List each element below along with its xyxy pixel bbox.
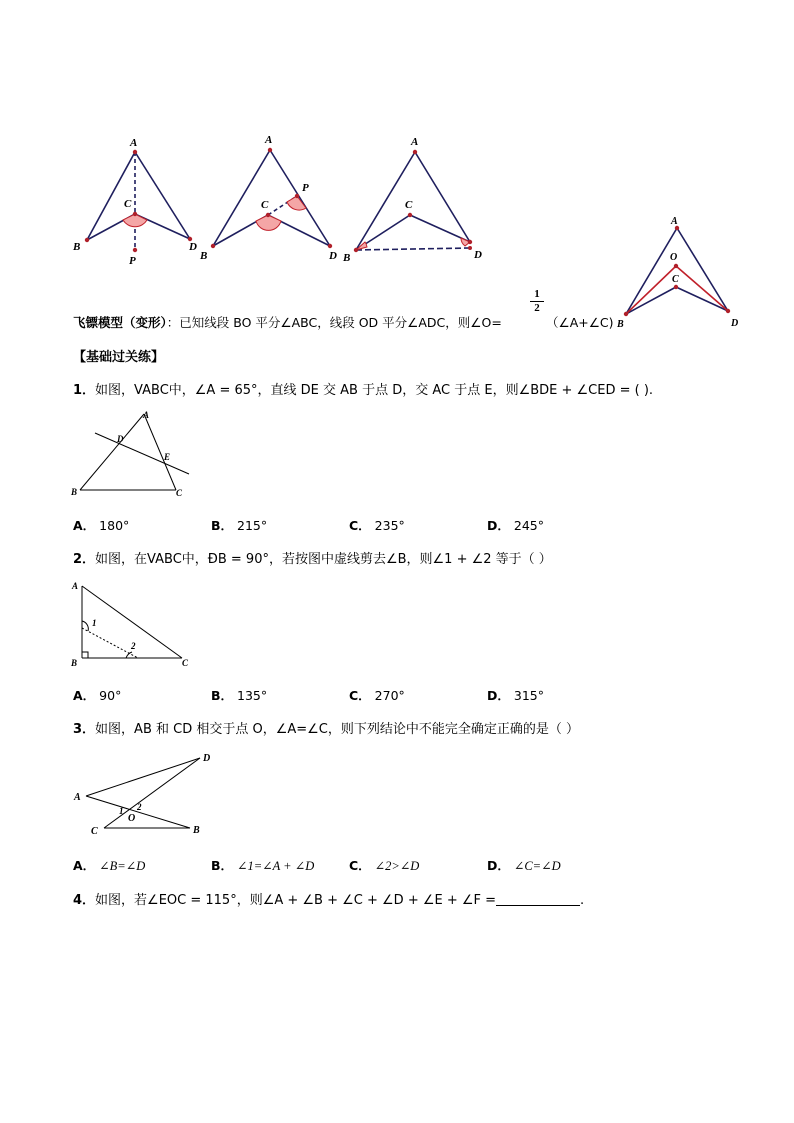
model-statement <box>73 313 502 331</box>
q2-option-a[interactable] <box>73 686 121 704</box>
label-A: A <box>671 216 678 227</box>
model-tail: （∠A+∠C) <box>546 315 614 330</box>
label-C: C <box>182 658 189 668</box>
option-key: B． <box>211 518 234 533</box>
label-C: C <box>405 199 413 211</box>
label-B: B <box>71 487 78 497</box>
q4-body: 如图，若∠EOC = 115°，则∠A + ∠B + ∠C + ∠D + ∠E + ∠F = <box>95 893 497 908</box>
dart-figure-3 <box>340 130 490 270</box>
q3-option-a[interactable] <box>73 856 145 874</box>
q1-text <box>73 379 653 398</box>
label-A: A <box>72 581 79 591</box>
option-key: D． <box>487 858 510 873</box>
q2-text <box>73 548 552 567</box>
dart-figure-4 <box>615 212 755 334</box>
label-C: C <box>176 488 183 498</box>
q2-body: 如图，在VABC中，ÐB = 90°，若按图中虚线剪去∠B，则∠1 + ∠2 等于（ ） <box>95 552 552 567</box>
label-C: C <box>91 826 98 837</box>
q1-body: 如图，VABC中，∠A = 65°，直线 DE 交 AB 于点 D，交 AC 于点 E，则∠BDE + ∠CED = ( ). <box>95 383 654 398</box>
q2-option-b[interactable] <box>211 686 267 704</box>
option-value: 270° <box>374 688 405 703</box>
q2-option-c[interactable] <box>349 686 405 704</box>
label-angle-1: 1 <box>119 806 124 816</box>
q4-answer-blank[interactable] <box>496 893 580 906</box>
q2-number: 2． <box>73 552 96 567</box>
option-value: 180° <box>99 518 130 533</box>
option-value: 235° <box>374 518 405 533</box>
q1-option-d[interactable] <box>487 516 544 534</box>
label-C: C <box>261 199 269 211</box>
model-coefficient <box>530 289 544 314</box>
q1-number: 1． <box>73 383 96 398</box>
q3-text <box>73 718 579 737</box>
label-D: D <box>203 753 211 764</box>
model-title: 飞镖模型（变形） <box>73 315 167 330</box>
option-key: A． <box>73 858 96 873</box>
section-heading: 【基础过关练】 <box>73 350 165 365</box>
q1-option-c[interactable] <box>349 516 405 534</box>
q4-text <box>73 889 584 908</box>
label-B: B <box>617 319 624 330</box>
label-B: B <box>193 825 200 836</box>
label-O: O <box>670 252 678 263</box>
option-key: D． <box>487 688 510 703</box>
label-B: B <box>343 252 351 264</box>
option-key: C． <box>349 518 371 533</box>
label-B: B <box>71 658 78 668</box>
label-A: A <box>143 410 150 420</box>
label-angle-2: 2 <box>131 641 136 651</box>
q2-option-d[interactable] <box>487 686 544 704</box>
q3-figure <box>68 746 228 838</box>
coef-numerator: 1 <box>534 288 540 300</box>
label-D: D <box>189 241 197 253</box>
option-key: D． <box>487 518 510 533</box>
q1-option-b[interactable] <box>211 516 267 534</box>
label-B: B <box>200 250 208 262</box>
option-key: B． <box>211 688 234 703</box>
q2-figure <box>68 576 198 671</box>
label-angle-2: 2 <box>137 802 142 812</box>
q1-option-a[interactable] <box>73 516 129 534</box>
dart-figure-2 <box>198 128 351 268</box>
label-D: D <box>117 434 124 444</box>
label-P: P <box>302 182 309 194</box>
option-value: ∠C=∠D <box>513 859 561 873</box>
option-value: 245° <box>513 518 544 533</box>
q4-end: . <box>580 893 585 908</box>
dart-figure-1 <box>65 132 210 272</box>
option-value: ∠B=∠D <box>99 859 146 873</box>
coef-denominator: 2 <box>534 302 540 314</box>
label-angle-1: 1 <box>92 618 97 628</box>
option-key: C． <box>349 688 371 703</box>
option-value: 90° <box>99 688 122 703</box>
label-D: D <box>474 249 482 261</box>
model-text: ：已知线段 BO 平分∠ABC，线段 OD 平分∠ADC，则∠O= <box>166 315 502 330</box>
label-A: A <box>130 137 138 149</box>
option-value: 215° <box>237 518 268 533</box>
label-O: O <box>128 813 136 824</box>
option-value: ∠1=∠A + ∠D <box>237 859 315 873</box>
option-key: A． <box>73 688 96 703</box>
option-key: C． <box>349 858 371 873</box>
q3-option-b[interactable] <box>211 856 314 874</box>
label-E: E <box>164 452 171 462</box>
option-value: 135° <box>237 688 268 703</box>
option-value: 315° <box>513 688 544 703</box>
label-D: D <box>731 318 739 329</box>
q3-option-d[interactable] <box>487 856 561 874</box>
option-key: A． <box>73 518 96 533</box>
label-P: P <box>129 255 136 267</box>
q3-option-c[interactable] <box>349 856 419 874</box>
q1-figure <box>68 406 198 501</box>
option-key: B． <box>211 858 234 873</box>
label-B: B <box>73 241 81 253</box>
label-C: C <box>672 274 679 285</box>
label-A: A <box>265 134 273 146</box>
label-A: A <box>74 792 81 803</box>
q3-body: 如图，AB 和 CD 相交于点 O，∠A=∠C，则下列结论中不能完全确定正确的是（ ） <box>95 722 580 737</box>
label-C: C <box>124 198 132 210</box>
option-value: ∠2>∠D <box>374 859 420 873</box>
label-D: D <box>329 250 337 262</box>
q4-number: 4． <box>73 893 96 908</box>
label-A: A <box>411 136 419 148</box>
q3-number: 3． <box>73 722 96 737</box>
